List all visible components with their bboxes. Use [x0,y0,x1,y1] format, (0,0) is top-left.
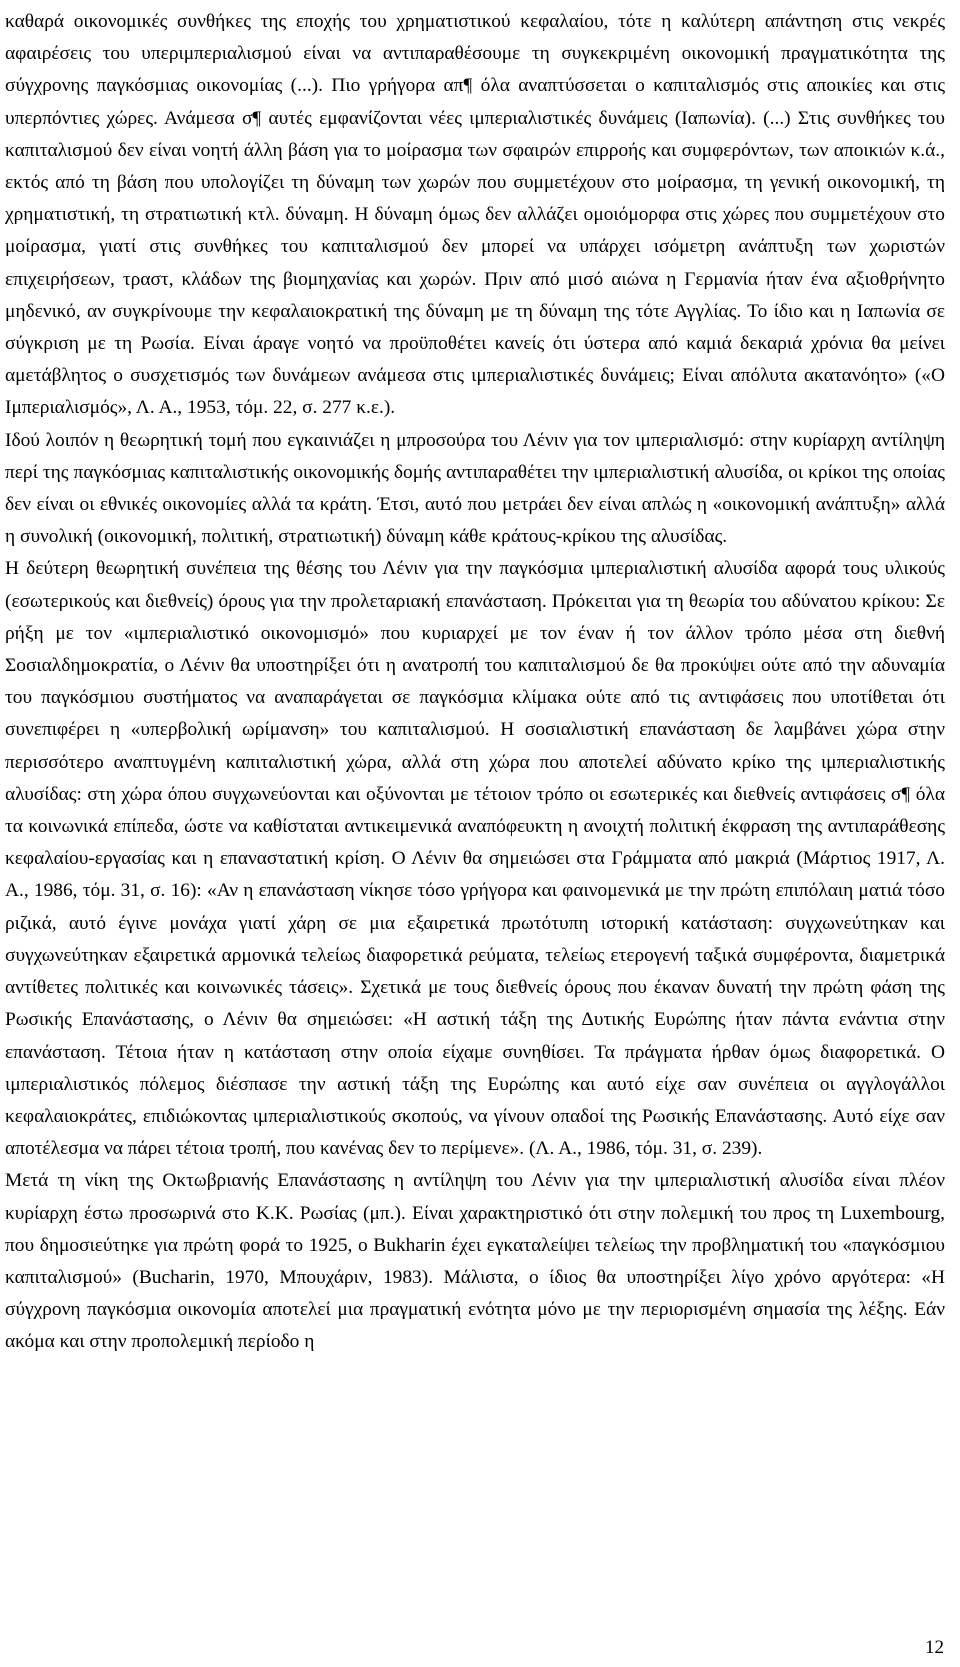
paragraph-3: Η δεύτερη θεωρητική συνέπεια της θέσης του Λένιν για την παγκόσμια ιμπεριαλιστική αλυσίδα αφορά τους υλικούς (εσωτερικούς και διεθνείς) όρους για την προλεταριακή επανάσταση. Πρόκειται για τη θεωρία του αδύνατου κρίκου: Σε ρήξη με τον «ιμπεριαλιστικό οικονομισμό» που κυριαρχεί με τον έναν ή τον άλλον τρόπο μέσα στη διεθνή Σοσιαλδημοκρατία, ο Λένιν θα υποστηρίξει ότι η ανατροπή του καπιταλισμού δε θα προκύψει ούτε από την αδυναμία του παγκόσμιου συστήματος να αναπαράγεται σε παγκόσμια κλίμακα ούτε από τις αντιφάσεις που υποτίθεται ότι συνεπιφέρει η «υπερβολική ωρίμανση» του καπιταλισμού. Η σοσιαλιστική επανάσταση δε λαμβάνει χώρα στην περισσότερο αναπτυγμένη καπιταλιστική χώρα, αλλά στη χώρα που αποτελεί αδύνατο κρίκο της ιμπεριαλιστικής αλυσίδας: στη χώρα όπου συγχωνεύονται και οξύνονται με τέτοιον τρόπο οι εσωτερικές και διεθνείς αντιφάσεις σ¶ όλα τα κοινωνικά επίπεδα, ώστε να καθίσταται αντικειμενικά αναπόφευκτη η ανοιχτή πολιτική έκφραση της αντιπαράθεσης κεφαλαίου-εργασίας και η επαναστατική κρίση. Ο Λένιν θα σημειώσει στα Γράμματα από μακριά (Μάρτιος 1917, Λ. Α., 1986, τόμ. 31, σ. 16): «Αν η επανάσταση νίκησε τόσο γρήγορα και φαινομενικά με την πρώτη επιπόλαιη ματιά τόσο ριζικά, αυτό έγινε μονάχα γιατί χάρη σε μια εξαιρετικά πρωτότυπη ιστορική κατάσταση: συγχωνεύτηκαν και συγχωνεύτηκαν εξαιρετικά αρμονικά τελείως διαφορετικά ρεύματα, τελείως ετερογενή ταξικά συμφέροντα, διαμετρικά αντίθετες πολιτικές και κοινωνικές τάσεις». Σχετικά με τους διεθνείς όρους που έκαναν δυνατή την πρώτη φάση της Ρωσικής Επανάστασης, ο Λένιν θα σημειώσει: «Η αστική τάξη της Δυτικής Ευρώπης ήταν πάντα ενάντια στην επανάσταση. Τέτοια ήταν η κατάσταση στην οποία είχαμε συνηθίσει. Τα πράγματα ήρθαν όμως διαφορετικά. Ο ιμπεριαλιστικός πόλεμος διέσπασε την αστική τάξη της Ευρώπης και αυτό είχε σαν συνέπεια οι αγγλογάλλοι κεφαλαιοκράτες, επιδιώκοντας ιμπεριαλιστικούς σκοπούς, να γίνουν οπαδοί της Ρωσικής Επανάστασης. Αυτό είχε σαν αποτέλεσμα να πάρει τέτοια τροπή, που κανένας δεν το περίμενε». (Λ. Α., 1986, τόμ. 31, σ. 239). [5,558,945,1160]
paragraph-4: Μετά τη νίκη της Οκτωβριανής Επανάστασης η αντίληψη του Λένιν για την ιμπεριαλιστική αλυσίδα είναι πλέον κυρίαρχη έστω προσωρινά στο Κ.Κ. Ρωσίας (μπ.). Είναι χαρακτηριστικό ότι στην πολεμική του προς τη Luxembourg, που δημοσιεύτηκε για πρώτη φορά το 1925, ο Bukharin έχει εγκαταλείψει τελείως την προβληματική του «παγκόσμιου καπιταλισμού» (Bucharin, 1970, Μπουχάριν, 1983). Μάλιστα, ο ίδιος θα υποστηρίξει λίγο χρόνο αργότερα: «Η σύγχρονη παγκόσμια οικονομία αποτελεί μια πραγματική ενότητα μόνο με την περιορισμένη σημασία της λέξης. Εάν ακόμα και στην προπολεμική περίοδο η [5,1170,945,1353]
paragraph-2: Ιδού λοιπόν η θεωρητική τομή που εγκαινιάζει η μπροσούρα του Λένιν για τον ιμπεριαλισμό: στην κυρίαρχη αντίληψη περί της παγκόσμιας καπιταλιστικής οικονομικής δομής αντιπαραθέτει την ιμπεριαλιστική αλυσίδα, οι κρίκοι της οποίας δεν είναι οι εθνικές οικονομίες αλλά τα κράτη. Έτσι, αυτό που μετράει δεν είναι απλώς η «οικονομική ανάπτυξη» αλλά η συνολική (οικονομική, πολιτική, στρατιωτική) δύναμη κάθε κράτους-κρίκου της αλυσίδας. [5,429,945,548]
body-text [5,6,945,1359]
page-number: 12 [925,1637,944,1658]
paragraph-1: καθαρά οικονομικές συνθήκες της εποχής του χρηματιστικού κεφαλαίου, τότε η καλύτερη απάντηση στις νεκρές αφαιρέσεις του υπεριμπεριαλισμού είναι να αντιπαραθέσουμε τη συγκεκριμένη οικονομική πραγματικότητα της σύγχρονης παγκόσμιας οικονομίας (...). Πιο γρήγορα απ¶ όλα αναπτύσσεται ο καπιταλισμός στις αποικίες και στις υπερπόντιες χώρες. Ανάμεσα σ¶ αυτές εμφανίζονται νέες ιμπεριαλιστικές δυνάμεις (Ιαπωνία). (...) Στις συνθήκες του καπιταλισμού δεν είναι νοητή άλλη βάση για το μοίρασμα των σφαιρών επιρροής και συμφερόντων, των αποικιών κ.ά., εκτός από τη βάση που υπολογίζει τη δύναμη των χωρών που συμμετέχουν στο μοίρασμα, τη γενική οικονομική, τη χρηματιστική, τη στρατιωτική κτλ. δύναμη. Η δύναμη όμως δεν αλλάζει ομοιόμορφα στις χώρες που συμμετέχουν στο μοίρασμα, γιατί στις συνθήκες του καπιταλισμού δεν μπορεί να υπάρχει ισόμετρη ανάπτυξη των χωριστών επιχειρήσεων, τραστ, κλάδων της βιομηχανίας και χωρών. Πριν από μισό αιώνα η Γερμανία ήταν ένα αξιοθρήνητο μηδενικό, αν συγκρίνουμε την κεφαλαιοκρατική της δύναμη με τη δύναμη της τότε Αγγλίας. Το ίδιο και η Ιαπωνία σε σύγκριση με τη Ρωσία. Είναι άραγε νοητό να προϋποθέτει κανείς ότι ύστερα από καμιά δεκαριά χρόνια θα μείνει αμετάβλητος ο συσχετισμός των δυνάμεων ανάμεσα στις ιμπεριαλιστικές δυνάμεις; Είναι απόλυτα ακατανόητο» («Ο Ιμπεριαλισμός», Λ. Α., 1953, τόμ. 22, σ. 277 κ.ε.). [5,11,945,419]
